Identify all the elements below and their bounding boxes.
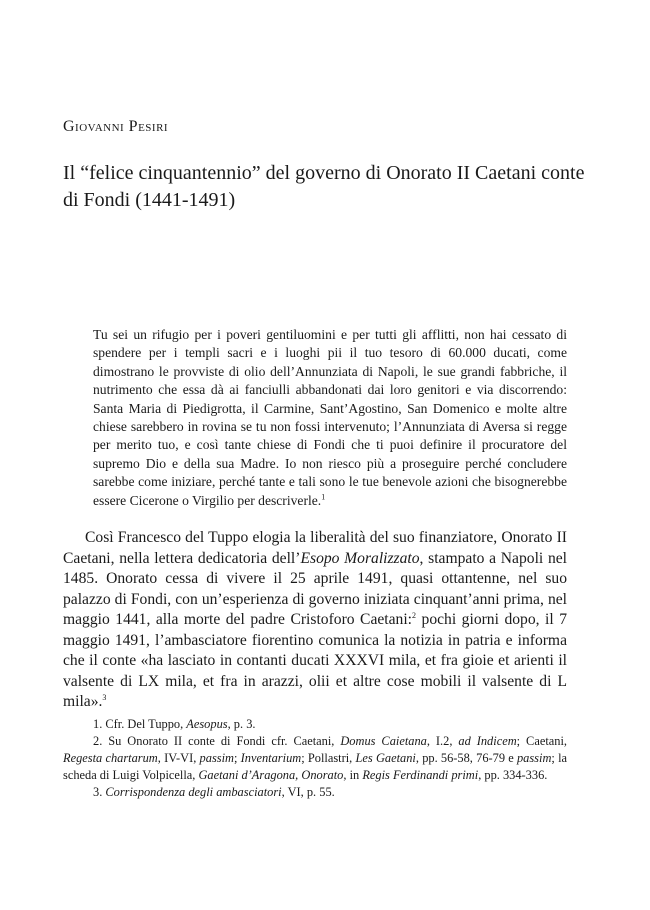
paragraph-text-1: Così Francesco del Tuppo elogia la liberalità del suo finanziatore, Onorato II Caetani, nella lettera dedicatoria dell’ (63, 529, 567, 567)
footnote-text: , I.2, (426, 734, 459, 748)
footnote-text: , VI, p. 55. (281, 785, 335, 799)
body-paragraph (63, 528, 567, 713)
footnote-ref-1[interactable]: 1 (321, 492, 326, 502)
book-title: Esopo Moralizzato (300, 549, 420, 567)
footnote-text: 1. Cfr. Del Tuppo, (93, 717, 187, 731)
paragraph-text-3: pochi giorni dopo, il 7 maggio 1491, l’ambasciatore fiorentino comunica la notizia in patria e informa che il conte «ha lasciato in contanti ducati XXXVI mila, et fra gioie et arienti il valsente di LX mila, et fra in arazzi, olii et altre cose mobili il valsente di L mila». (63, 611, 567, 710)
footnote-italic: Gaetani d’Aragona, Onorato (198, 768, 344, 782)
footnote-text: ; Pollastri, (301, 751, 356, 765)
footnotes-list (63, 716, 567, 801)
footnote-italic: passim (199, 751, 234, 765)
author-name: Giovanni Pesiri (63, 118, 169, 135)
epigraph-quote (93, 326, 567, 510)
footnote-ref-2[interactable]: 2 (412, 610, 417, 620)
paragraph-text-2: , stampato a Napoli nel 1485. Onorato cessa di vivere il 25 aprile 1491, quasi ottantenne, nel suo palazzo di Fondi, con un’esperienza di governo iniziata cinquant’anni prima, nel maggio 1441, alla morte del padre Cristoforo Caetani: (63, 549, 567, 628)
footnote-italic: Regis Ferdinandi primi (362, 768, 479, 782)
footnote-text: , IV-VI, (157, 751, 200, 765)
article-title: Il “felice cinquantennio” del governo di Onorato II Caetani conte di Fondi (1441-1491) (63, 162, 585, 211)
footnote-italic: Regesta chartarum (63, 751, 158, 765)
quote-text: Tu sei un rifugio per i poveri gentiluomini e per tutti gli afflitti, non hai cessato di spendere per i templi sacri e i luoghi pii il tuo tesoro di 60.000 ducati, come dimostrano le provviste di olio dell’Annunziata di Napoli, le sue grandi fabbriche, il nutrimento che essa dà ai fanciulli abbandonati dai loro genitori e via discorrendo: Santa Maria di Piedigrotta, il Carmine, Sant’Agostino, San Domenico e molte altre chiese sarebbero in rovina se tu non fossi intervenuto; l’Annunziata di Aversa si regge per merito tuo, e così tante chiese di Fondi che ti puoi definire il procuratore del supremo Dio e della sua Madre. Io non riesco più a proseguire perché concludere sarebbe come iniziare, perché tante e tali sono le tue benevole azioni che bisognerebbe essere Cicerone o Virgilio per descriverle. (93, 327, 567, 508)
footnote-text: 3. (93, 785, 106, 799)
footnote-text: , in (343, 768, 363, 782)
footnote-text: ; la scheda di Luigi Volpicella, (63, 751, 568, 782)
footnote-text: ; Caetani, (516, 734, 567, 748)
footnote-italic: Corrispondenza degli ambasciatori (105, 785, 282, 799)
footnote-italic: Les Gaetani (355, 751, 416, 765)
footnote-italic: ad Indicem (458, 734, 517, 748)
footnote-text: ; (233, 751, 241, 765)
footnote-1 (63, 716, 567, 733)
footnote-3 (63, 784, 567, 801)
footnote-italic: Inventarium (240, 751, 302, 765)
footnote-text: , pp. 334-336. (478, 768, 548, 782)
footnote-ref-3[interactable]: 3 (102, 692, 107, 702)
footnote-italic: Domus Caietana (340, 734, 427, 748)
footnote-italic: passim (516, 751, 552, 765)
footnote-text: , pp. 56-58, 76-79 e (415, 751, 517, 765)
footnote-text: 2. Su Onorato II conte di Fondi cfr. Caetani, (93, 734, 341, 748)
footnote-text: , p. 3. (227, 717, 256, 731)
footnote-2 (63, 733, 567, 784)
footnote-italic: Aesopus (186, 717, 228, 731)
